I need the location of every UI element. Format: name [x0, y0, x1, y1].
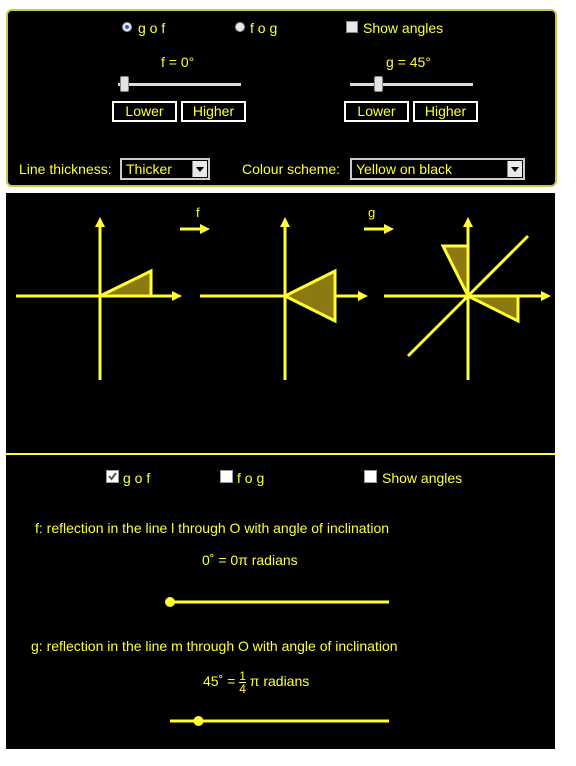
after-f-figure	[200, 221, 364, 380]
radio-gof-label: g o f	[138, 20, 166, 36]
line-thickness-label: Line thickness:	[19, 161, 112, 177]
f-arrow-label: f	[196, 205, 200, 220]
g-angle-label: g = 45°	[386, 54, 431, 70]
control-panel	[6, 9, 557, 187]
g-higher-button[interactable]: Higher	[413, 101, 478, 122]
colour-scheme-value: Yellow on black	[356, 161, 452, 177]
g-description: g: reflection in the line m through O with angle of inclination	[31, 638, 398, 654]
g-arrow-label: g	[368, 205, 376, 220]
g-angle-suffix: π radians	[249, 673, 310, 689]
f-slider-track[interactable]	[118, 83, 241, 86]
g-angle-prefix: 45˚ =	[203, 673, 236, 689]
g-angle-fraction	[239, 670, 246, 695]
applet-canvas	[6, 193, 555, 749]
f-angle-label: f = 0°	[161, 54, 195, 70]
radio-fog[interactable]	[235, 22, 245, 32]
check-icon	[107, 471, 118, 482]
fog-label: f o g	[237, 470, 265, 486]
line-thickness-select[interactable]	[120, 158, 210, 180]
f-description: f: reflection in the line l through O with angle of inclination	[35, 520, 390, 536]
f-higher-button[interactable]: Higher	[181, 101, 246, 122]
f-radians-slider-handle[interactable]	[165, 597, 175, 607]
g-slider-thumb[interactable]	[374, 76, 383, 92]
g-radians-slider-handle[interactable]	[193, 716, 203, 726]
triangle-3b	[468, 296, 518, 321]
chevron-down-icon	[507, 161, 522, 177]
colour-scheme-select[interactable]	[350, 158, 525, 180]
original-figure	[16, 221, 178, 380]
triangle-2	[285, 271, 335, 321]
gof-label: g o f	[123, 470, 151, 486]
line-thickness-value: Thicker	[126, 161, 172, 177]
lower-show-angles-checkbox[interactable]	[364, 470, 377, 483]
radio-gof[interactable]	[122, 22, 132, 32]
g-angle-radians	[203, 666, 309, 696]
lower-show-angles-label: Show angles	[382, 470, 463, 486]
f-slider-thumb[interactable]	[120, 76, 129, 92]
show-angles-label: Show angles	[363, 20, 444, 36]
colour-scheme-label: Colour scheme:	[242, 161, 341, 177]
g-fraction-denominator: 4	[239, 681, 246, 696]
radio-fog-label: f o g	[250, 20, 278, 36]
gof-checkbox[interactable]	[106, 470, 119, 483]
fog-checkbox[interactable]	[220, 470, 233, 483]
g-fraction-numerator: 1	[239, 668, 246, 683]
show-angles-checkbox[interactable]	[346, 21, 358, 33]
g-lower-button[interactable]: Lower	[344, 101, 409, 122]
f-lower-button[interactable]: Lower	[112, 101, 177, 122]
triangle-3a	[443, 246, 468, 296]
after-g-figure	[384, 221, 547, 380]
g-slider-track[interactable]	[350, 83, 473, 86]
triangle-1	[100, 271, 151, 296]
f-angle-radians: 0˚ = 0π radians	[202, 552, 298, 568]
chevron-down-icon	[192, 161, 207, 177]
